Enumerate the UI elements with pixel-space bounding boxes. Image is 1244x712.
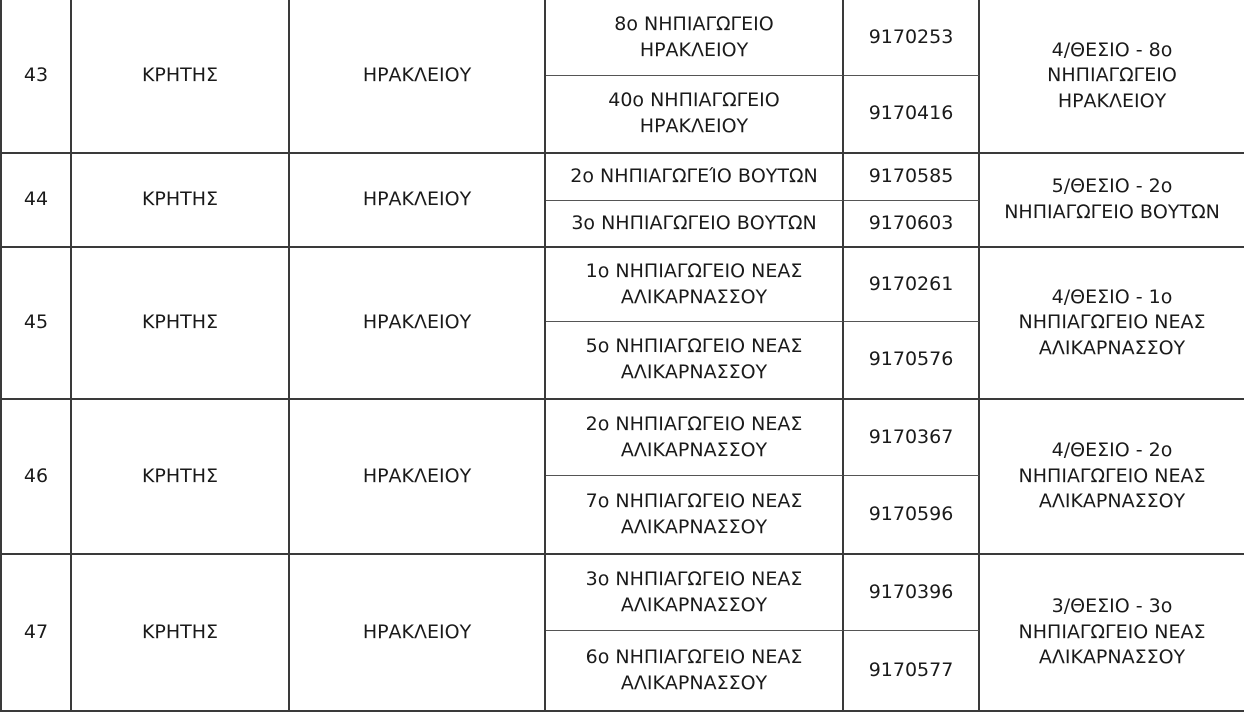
prefecture-cell: ΗΡΑΚΛΕΙΟΥ <box>290 0 546 154</box>
prefecture-cell: ΗΡΑΚΛΕΙΟΥ <box>290 400 546 555</box>
school-name: 7ο ΝΗΠΙΑΓΩΓΕΙΟ ΝΕΑΣ ΑΛΙΚΑΡΝΑΣΣΟΥ <box>546 476 844 555</box>
merged-school-result: 4/ΘΕΣΙΟ - 1ο ΝΗΠΙΑΓΩΓΕΙΟ ΝΕΑΣ ΑΛΙΚΑΡΝΑΣΣΟΥ <box>980 248 1244 400</box>
school-code: 9170396 <box>844 555 980 631</box>
school-name: 40ο ΝΗΠΙΑΓΩΓΕΙΟ ΗΡΑΚΛΕΙΟΥ <box>546 76 844 154</box>
school-code: 9170261 <box>844 248 980 322</box>
school-code: 9170416 <box>844 76 980 154</box>
region-cell: ΚΡΗΤΗΣ <box>72 154 290 248</box>
school-code: 9170367 <box>844 400 980 476</box>
row-number: 45 <box>2 248 72 400</box>
school-code: 9170596 <box>844 476 980 555</box>
school-code: 9170603 <box>844 201 980 248</box>
school-name: 2ο ΝΗΠΙΑΓΩΓΕΊΟ ΒΟΥΤΩΝ <box>546 154 844 201</box>
merged-school-result: 5/ΘΕΣΙΟ - 2ο ΝΗΠΙΑΓΩΓΕΙΟ ΒΟΥΤΩΝ <box>980 154 1244 248</box>
merged-school-result: 4/ΘΕΣΙΟ - 8ο ΝΗΠΙΑΓΩΓΕΙΟ ΗΡΑΚΛΕΙΟΥ <box>980 0 1244 154</box>
school-name: 5ο ΝΗΠΙΑΓΩΓΕΙΟ ΝΕΑΣ ΑΛΙΚΑΡΝΑΣΣΟΥ <box>546 322 844 400</box>
merged-school-result: 3/ΘΕΣΙΟ - 3ο ΝΗΠΙΑΓΩΓΕΙΟ ΝΕΑΣ ΑΛΙΚΑΡΝΑΣΣΟΥ <box>980 555 1244 712</box>
school-name: 8ο ΝΗΠΙΑΓΩΓΕΙΟ ΗΡΑΚΛΕΙΟΥ <box>546 0 844 76</box>
school-name: 2ο ΝΗΠΙΑΓΩΓΕΙΟ ΝΕΑΣ ΑΛΙΚΑΡΝΑΣΣΟΥ <box>546 400 844 476</box>
region-cell: ΚΡΗΤΗΣ <box>72 400 290 555</box>
prefecture-cell: ΗΡΑΚΛΕΙΟΥ <box>290 154 546 248</box>
region-cell: ΚΡΗΤΗΣ <box>72 555 290 712</box>
region-cell: ΚΡΗΤΗΣ <box>72 248 290 400</box>
row-number: 47 <box>2 555 72 712</box>
school-code: 9170585 <box>844 154 980 201</box>
row-number: 44 <box>2 154 72 248</box>
school-name: 6ο ΝΗΠΙΑΓΩΓΕΙΟ ΝΕΑΣ ΑΛΙΚΑΡΝΑΣΣΟΥ <box>546 631 844 712</box>
merged-school-result: 4/ΘΕΣΙΟ - 2ο ΝΗΠΙΑΓΩΓΕΙΟ ΝΕΑΣ ΑΛΙΚΑΡΝΑΣΣΟΥ <box>980 400 1244 555</box>
school-code: 9170253 <box>844 0 980 76</box>
prefecture-cell: ΗΡΑΚΛΕΙΟΥ <box>290 555 546 712</box>
school-name: 1ο ΝΗΠΙΑΓΩΓΕΙΟ ΝΕΑΣ ΑΛΙΚΑΡΝΑΣΣΟΥ <box>546 248 844 322</box>
row-number: 46 <box>2 400 72 555</box>
school-name: 3ο ΝΗΠΙΑΓΩΓΕΙΟ ΝΕΑΣ ΑΛΙΚΑΡΝΑΣΣΟΥ <box>546 555 844 631</box>
region-cell: ΚΡΗΤΗΣ <box>72 0 290 154</box>
prefecture-cell: ΗΡΑΚΛΕΙΟΥ <box>290 248 546 400</box>
school-code: 9170576 <box>844 322 980 400</box>
school-code: 9170577 <box>844 631 980 712</box>
row-number: 43 <box>2 0 72 154</box>
school-name: 3ο ΝΗΠΙΑΓΩΓΕΙΟ ΒΟΥΤΩΝ <box>546 201 844 248</box>
